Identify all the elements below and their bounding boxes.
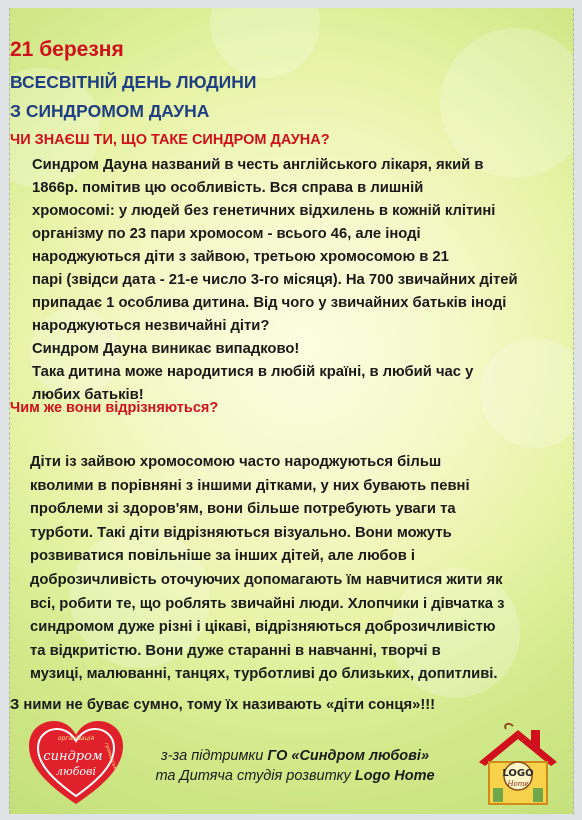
text-line: Така дитина може народитися в любій країні, в любий час у bbox=[32, 364, 474, 380]
heart-text-main2: любові bbox=[56, 765, 96, 778]
page-title bbox=[10, 68, 573, 126]
text-line: проблеми зі здоров'ям, вони більше потребують уваги та bbox=[30, 501, 456, 518]
support-org-1: ГО «Синдром любові» bbox=[267, 748, 430, 764]
intro-text bbox=[32, 154, 552, 407]
text-line: розвиватися повільніше за інших дітей, але любов і bbox=[30, 548, 416, 565]
support-line-1 bbox=[125, 746, 465, 766]
text-line: всі, робити те, що роблять звичайні люди. Хлопчики і дівчатка з bbox=[30, 595, 505, 612]
text-line: організму по 23 пари хромосом - всього 46, але іноді bbox=[32, 226, 421, 242]
text-line: припадає 1 особлива дитина. Від чого у звичайних батьків іноді bbox=[32, 295, 507, 311]
heart-logo bbox=[26, 718, 126, 808]
chimney-smoke-icon bbox=[505, 724, 513, 729]
text-line: хромосомі: у людей без генетичних відхилень в кожній клітині bbox=[32, 203, 496, 219]
subquestion-heading: Чим же вони відрізняються? bbox=[10, 400, 219, 416]
text-line: Синдром Дауна названий в честь англійського лікаря, який в bbox=[32, 157, 484, 173]
text-line: народжуються діти з зайвою, третьою хромосомою в 21 bbox=[32, 249, 449, 265]
house-logo bbox=[473, 720, 563, 808]
support-line-2 bbox=[125, 766, 465, 786]
text-line: любих батьків! bbox=[32, 387, 144, 403]
window-icon bbox=[533, 788, 543, 802]
window-icon bbox=[493, 788, 503, 802]
heart-text-side: громадська bbox=[102, 742, 120, 774]
text-line: Діти із зайвою хромосомою часто народжуються більш bbox=[30, 454, 442, 470]
question-heading: ЧИ ЗНАЄШ ТИ, ЩО ТАКЕ СИНДРОМ ДАУНА? bbox=[10, 132, 330, 148]
differences-text bbox=[30, 451, 554, 687]
poster-page bbox=[9, 8, 574, 814]
text-line: турботи. Такі діти відрізняються візуально. Вони можуть bbox=[30, 524, 452, 541]
text-line: синдромом дуже різні і цікаві, відрізняються доброзичливістю bbox=[30, 619, 496, 636]
heart-text-top: організація bbox=[57, 735, 95, 742]
title-line-2: З СИНДРОМОМ ДАУНА bbox=[10, 101, 210, 121]
title-line-1: ВСЕСВІТНІЙ ДЕНЬ ЛЮДИНИ bbox=[10, 72, 257, 92]
closing-line: З ними не буває сумно, тому їх називають «діти сонця»!!! bbox=[10, 697, 436, 713]
support-org-2: Logo Home bbox=[354, 768, 435, 784]
text-line: та відкритістю. Вони дуже старанні в навчанні, творчі в bbox=[30, 642, 441, 659]
roof-icon bbox=[479, 730, 557, 766]
heart-text-main1: синдром bbox=[43, 749, 103, 764]
date-heading: 21 березня bbox=[10, 38, 124, 61]
text-line: доброзичливість оточуючих допомагають їм навчитися жити як bbox=[30, 571, 503, 588]
text-line: парі (звідси дата - 21-е число 3-го місяця). На 700 звичайних дітей bbox=[32, 272, 518, 288]
support-prefix-2: та Дитяча студія розвитку bbox=[155, 768, 355, 784]
house-text-1: LOGO bbox=[502, 768, 534, 779]
support-credits bbox=[125, 746, 465, 786]
text-line: музиці, малюванні, танцях, турботливі до близьких, допитливі. bbox=[30, 666, 498, 683]
house-text-2: Home bbox=[507, 780, 529, 788]
text-line: Синдром Дауна виникає випадково! bbox=[32, 341, 300, 357]
text-line: кволими в порівняні з іншими дітками, у них бувають певні bbox=[30, 477, 470, 494]
text-line: 1866р. помітив цю особливість. Вся справа в лишній bbox=[32, 180, 424, 196]
support-prefix-1: з-за підтримки bbox=[160, 748, 268, 764]
text-line: народжуються незвичайні діти? bbox=[32, 318, 270, 334]
